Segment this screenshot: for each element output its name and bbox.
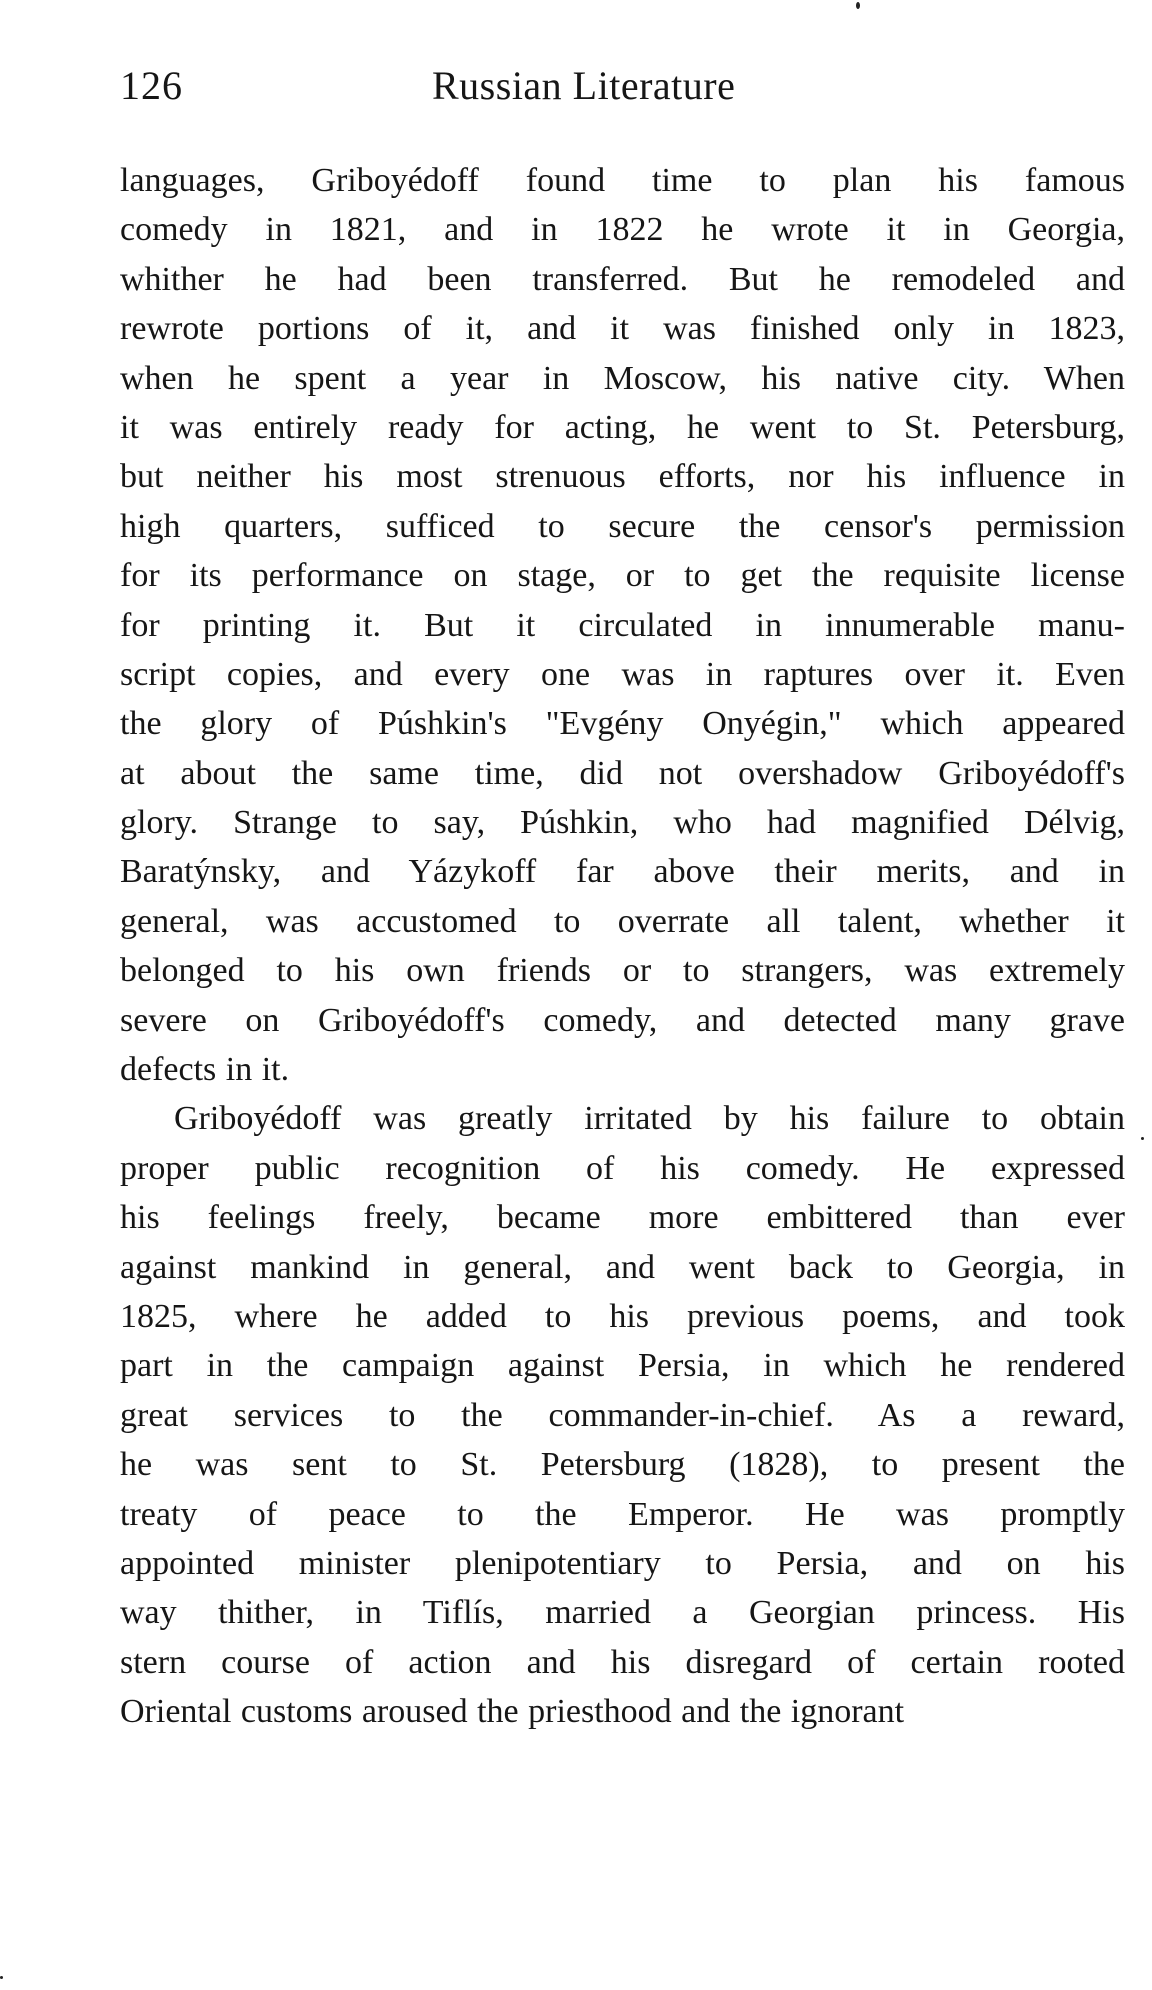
text-line: when he spent a year in Moscow, his native city. When <box>120 359 1125 397</box>
text-line: whither he had been transferred. But he remodeled and <box>120 260 1125 298</box>
text-line: high quarters, sufficed to secure the censor's permission <box>120 507 1125 545</box>
text-line: severe on Griboyédoff's comedy, and detected many grave <box>120 1001 1125 1039</box>
text-line: rewrote portions of it, and it was finished only in 1823, <box>120 310 1125 348</box>
text-line: comedy in 1821, and in 1822 he wrote it in Georgia, <box>120 211 1125 249</box>
text-line: the glory of Púshkin's "Evgény Onyégin," which appeared <box>120 705 1125 743</box>
page-header <box>120 62 1125 122</box>
text-line: Griboyédoff was greatly irritated by his failure to obtain <box>174 1100 1125 1138</box>
page-number: 126 <box>120 63 183 108</box>
text-line: stern course of action and his disregard of certain rooted <box>120 1643 1125 1681</box>
text-line: proper public recognition of his comedy. He expressed <box>120 1149 1125 1187</box>
paragraph <box>120 156 1125 1094</box>
text-line: glory. Strange to say, Púshkin, who had magnified Délvig, <box>120 804 1125 842</box>
text-line: it was entirely ready for acting, he went to St. Petersburg, <box>120 408 1125 446</box>
text-line: but neither his most strenuous efforts, nor his influence in <box>120 458 1125 496</box>
text-line: Oriental customs aroused the priesthood and the ignorant <box>120 1693 905 1731</box>
text-line: treaty of peace to the Emperor. He was promptly <box>120 1495 1125 1533</box>
text-line: 1825, where he added to his previous poems, and took <box>120 1297 1125 1335</box>
text-line: belonged to his own friends or to strangers, was extremely <box>120 952 1125 990</box>
text-line: at about the same time, did not overshadow Griboyédoff's <box>120 754 1125 792</box>
print-speck <box>0 1976 3 1979</box>
text-line: script copies, and every one was in raptures over it. Even <box>120 655 1125 693</box>
text-line: against mankind in general, and went back to Georgia, in <box>120 1248 1125 1286</box>
text-line: great services to the commander-in-chief. As a reward, <box>120 1396 1125 1434</box>
text-line: Baratýnsky, and Yázykoff far above their merits, and in <box>120 853 1125 891</box>
text-line: defects in it. <box>120 1051 290 1089</box>
text-line: general, was accustomed to overrate all talent, whether it <box>120 902 1125 940</box>
text-line: appointed minister plenipotentiary to Persia, and on his <box>120 1544 1125 1582</box>
text-line: his feelings freely, became more embittered than ever <box>120 1199 1125 1237</box>
text-line: he was sent to St. Petersburg (1828), to present the <box>120 1446 1125 1484</box>
text-line: languages, Griboyédoff found time to plan his famous <box>120 162 1125 199</box>
paragraph <box>120 1094 1125 1736</box>
print-speck <box>856 2 860 9</box>
text-line: way thither, in Tiflís, married a Georgian princess. His <box>120 1594 1125 1632</box>
text-line: for its performance on stage, or to get the requisite license <box>120 557 1125 595</box>
text-line: for printing it. But it circulated in innumerable manu- <box>120 606 1125 644</box>
running-title: Russian Literature <box>432 63 736 108</box>
print-speck <box>1141 1137 1144 1140</box>
body-text <box>120 156 1125 1737</box>
text-line: part in the campaign against Persia, in which he rendered <box>120 1347 1125 1385</box>
